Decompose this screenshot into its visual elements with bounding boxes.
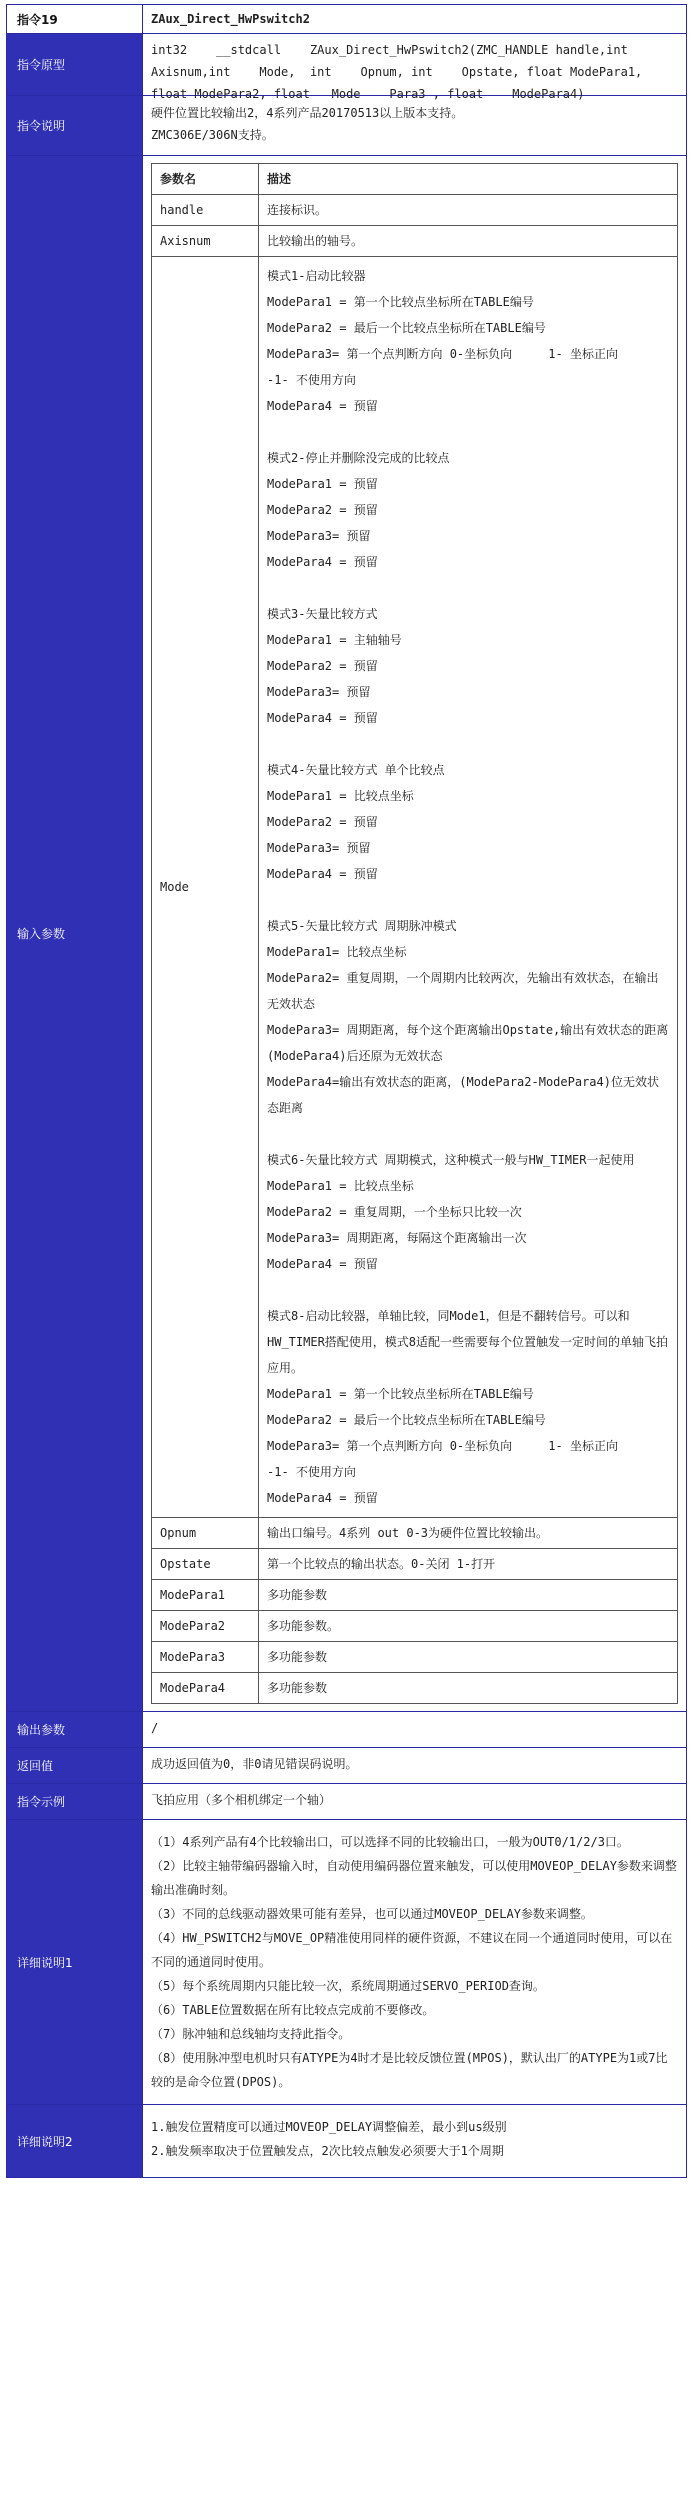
mode-title: 模式6-矢量比较方式 周期模式，这种模式一般与HW_TIMER一起使用 bbox=[267, 1153, 635, 1167]
param-name: ModePara1 bbox=[152, 1580, 259, 1611]
mode-title: 模式3-矢量比较方式 bbox=[267, 607, 378, 621]
prototype-label: 指令原型 bbox=[7, 34, 143, 95]
mode-param-line: ModePara4=输出有效状态的距离，(ModePara2-ModePara4)位无效状态距离 bbox=[267, 1075, 659, 1115]
table-row bbox=[152, 195, 678, 226]
description-row bbox=[7, 96, 686, 156]
table-row bbox=[152, 1518, 678, 1549]
detail-line: （2）比较主轴带编码器输入时，自动使用编码器位置来触发，可以使用MOVEOP_DELAY参数来调整输出准确时刻。 bbox=[151, 1859, 677, 1897]
table-row bbox=[152, 1549, 678, 1580]
table-row bbox=[152, 226, 678, 257]
detail1-row bbox=[7, 1820, 686, 2105]
detail-line: （3）不同的总线驱动器效果可能有差异，也可以通过MOVEOP_DELAY参数来调整。 bbox=[151, 1907, 593, 1921]
mode-param-line: ModePara2 = 预留 bbox=[267, 503, 378, 517]
detail2-label: 详细说明2 bbox=[7, 2105, 143, 2177]
mode-title: 模式5-矢量比较方式 周期脉冲模式 bbox=[267, 919, 457, 933]
param-name: handle bbox=[152, 195, 259, 226]
param-desc: 比较输出的轴号。 bbox=[259, 226, 678, 257]
mode-param-line: ModePara4 = 预留 bbox=[267, 711, 378, 725]
mode-param-line: ModePara4 = 预留 bbox=[267, 1257, 378, 1271]
output-params-row bbox=[7, 1712, 686, 1748]
detail2-row bbox=[7, 2105, 686, 2177]
description-line: 硬件位置比较输出2，4系列产品20170513以上版本支持。 bbox=[151, 106, 464, 120]
mode-param-line: ModePara3= 第一个点判断方向 0-坐标负向 1- 坐标正向 -1- 不使用方向 bbox=[267, 347, 655, 387]
mode-description bbox=[259, 257, 678, 1518]
detail-line: 1.触发位置精度可以通过MOVEOP_DELAY调整偏差，最小到us级别 bbox=[151, 2120, 507, 2134]
mode-param-line: ModePara2 = 重复周期，一个坐标只比较一次 bbox=[267, 1205, 522, 1219]
param-desc: 第一个比较点的输出状态。0-关闭 1-打开 bbox=[259, 1549, 678, 1580]
mode-param-line: ModePara3= 预留 bbox=[267, 529, 371, 543]
param-name: ModePara3 bbox=[152, 1642, 259, 1673]
mode-param-line: ModePara3= 周期距离，每个这个距离输出Opstate,输出有效状态的距离(ModePara4)后还原为无效状态 bbox=[267, 1023, 669, 1063]
table-row bbox=[152, 1673, 678, 1704]
example-value: 飞拍应用（多个相机绑定一个轴） bbox=[151, 1793, 332, 1807]
param-desc: 多功能参数 bbox=[259, 1580, 678, 1611]
detail-line: （8）使用脉冲型电机时只有ATYPE为4时才是比较反馈位置(MPOS)，默认出厂的ATYPE为1或7比较的是命令位置(DPOS)。 bbox=[151, 2051, 668, 2089]
header-row bbox=[7, 5, 686, 34]
mode-title: 模式4-矢量比较方式 单个比较点 bbox=[267, 763, 445, 777]
param-name: Opnum bbox=[152, 1518, 259, 1549]
param-name: ModePara2 bbox=[152, 1611, 259, 1642]
param-desc: 连接标识。 bbox=[259, 195, 678, 226]
detail-line: （5）每个系统周期内只能比较一次，系统周期通过SERVO_PERIOD查询。 bbox=[151, 1979, 545, 1993]
description-label: 指令说明 bbox=[7, 96, 143, 155]
table-row bbox=[152, 1642, 678, 1673]
mode-param-line: ModePara1 = 第一个比较点坐标所在TABLE编号 bbox=[267, 1387, 534, 1401]
mode-param-line: ModePara2 = 最后一个比较点坐标所在TABLE编号 bbox=[267, 1413, 546, 1427]
mode-title: 模式8-启动比较器，单轴比较，同Mode1，但是不翻转信号。可以和HW_TIMER搭配使用，模式8适配一些需要每个位置触发一定时间的单轴飞拍应用。 bbox=[267, 1309, 669, 1375]
mode-param-line: ModePara3= 第一个点判断方向 0-坐标负向 1- 坐标正向 -1- 不使用方向 bbox=[267, 1439, 655, 1479]
param-name: Axisnum bbox=[152, 226, 259, 257]
prototype-text: int32 __stdcall ZAux_Direct_HwPswitch2(ZMC_HANDLE handle,int Axisnum,int Mode, int Opnum, int Opstate, float ModePara1, float ModePara2, float Mode Para3 , float ModePara4) bbox=[151, 43, 657, 101]
input-params-row bbox=[7, 156, 686, 1712]
detail2-text bbox=[143, 2105, 686, 2177]
example-row bbox=[7, 1784, 686, 1820]
mode-param-line: ModePara2 = 预留 bbox=[267, 815, 378, 829]
return-label: 返回值 bbox=[7, 1748, 143, 1783]
param-desc: 多功能参数 bbox=[259, 1673, 678, 1704]
example-label: 指令示例 bbox=[7, 1784, 143, 1819]
detail-line: （7）脉冲轴和总线轴均支持此指令。 bbox=[151, 2027, 351, 2041]
return-value: 成功返回值为0，非0请见错误码说明。 bbox=[151, 1757, 358, 1771]
output-params-value: / bbox=[151, 1721, 159, 1735]
mode-title: 模式2-停止并删除没完成的比较点 bbox=[267, 451, 450, 465]
param-name: Opstate bbox=[152, 1549, 259, 1580]
param-name: ModePara4 bbox=[152, 1673, 259, 1704]
output-params-label: 输出参数 bbox=[7, 1712, 143, 1747]
mode-param-line: ModePara4 = 预留 bbox=[267, 555, 378, 569]
input-params-label: 输入参数 bbox=[7, 156, 143, 1711]
detail1-label: 详细说明1 bbox=[7, 1820, 143, 2104]
return-row bbox=[7, 1748, 686, 1784]
params-table bbox=[151, 163, 678, 1704]
mode-param-line: ModePara4 = 预留 bbox=[267, 867, 378, 881]
mode-param-line: ModePara3= 周期距离，每隔这个距离输出一次 bbox=[267, 1231, 527, 1245]
mode-param-line: ModePara1 = 预留 bbox=[267, 477, 378, 491]
mode-param-line: ModePara1= 比较点坐标 bbox=[267, 945, 407, 959]
mode-param-line: ModePara4 = 预留 bbox=[267, 399, 378, 413]
params-header-row bbox=[152, 164, 678, 195]
param-desc: 多功能参数 bbox=[259, 1642, 678, 1673]
col-param-desc: 描述 bbox=[259, 164, 678, 195]
mode-param-line: ModePara4 = 预留 bbox=[267, 1491, 378, 1505]
table-row bbox=[152, 1611, 678, 1642]
mode-param-line: ModePara1 = 比较点坐标 bbox=[267, 789, 414, 803]
instruction-table bbox=[6, 4, 687, 2178]
mode-param-line: ModePara2 = 预留 bbox=[267, 659, 378, 673]
param-desc: 输出口编号。4系列 out 0-3为硬件位置比较输出。 bbox=[259, 1518, 678, 1549]
mode-param-line: ModePara3= 预留 bbox=[267, 841, 371, 855]
detail-line: （1）4系列产品有4个比较输出口，可以选择不同的比较输出口，一般为OUT0/1/2/3口。 bbox=[151, 1835, 629, 1849]
mode-param-line: ModePara1 = 第一个比较点坐标所在TABLE编号 bbox=[267, 295, 534, 309]
param-name: Mode bbox=[152, 257, 259, 1518]
mode-title: 模式1-启动比较器 bbox=[267, 269, 366, 283]
description-line: ZMC306E/306N支持。 bbox=[151, 128, 274, 142]
detail-line: 2.触发频率取决于位置触发点，2次比较点触发必须要大于1个周期 bbox=[151, 2144, 504, 2158]
instruction-name: ZAux_Direct_HwPswitch2 bbox=[151, 12, 310, 26]
mode-param-line: ModePara1 = 主轴轴号 bbox=[267, 633, 402, 647]
prototype-row bbox=[7, 34, 686, 101]
mode-param-line: ModePara2= 重复周期，一个周期内比较两次，先输出有效状态，在输出无效状态 bbox=[267, 971, 659, 1011]
col-param-name: 参数名 bbox=[152, 164, 259, 195]
instruction-number: 指令19 bbox=[7, 5, 143, 33]
mode-param-line: ModePara2 = 最后一个比较点坐标所在TABLE编号 bbox=[267, 321, 546, 335]
param-desc: 多功能参数。 bbox=[259, 1611, 678, 1642]
mode-param-line: ModePara1 = 比较点坐标 bbox=[267, 1179, 414, 1193]
detail1-text bbox=[143, 1820, 686, 2104]
detail-line: （4）HW_PSWITCH2与MOVE_OP精准使用同样的硬件资源，不建议在同一个通道同时使用，可以在不同的通道同时使用。 bbox=[151, 1931, 673, 1969]
mode-param-line: ModePara3= 预留 bbox=[267, 685, 371, 699]
mode-row bbox=[152, 257, 678, 1518]
table-row bbox=[152, 1580, 678, 1611]
detail-line: （6）TABLE位置数据在所有比较点完成前不要修改。 bbox=[151, 2003, 435, 2017]
